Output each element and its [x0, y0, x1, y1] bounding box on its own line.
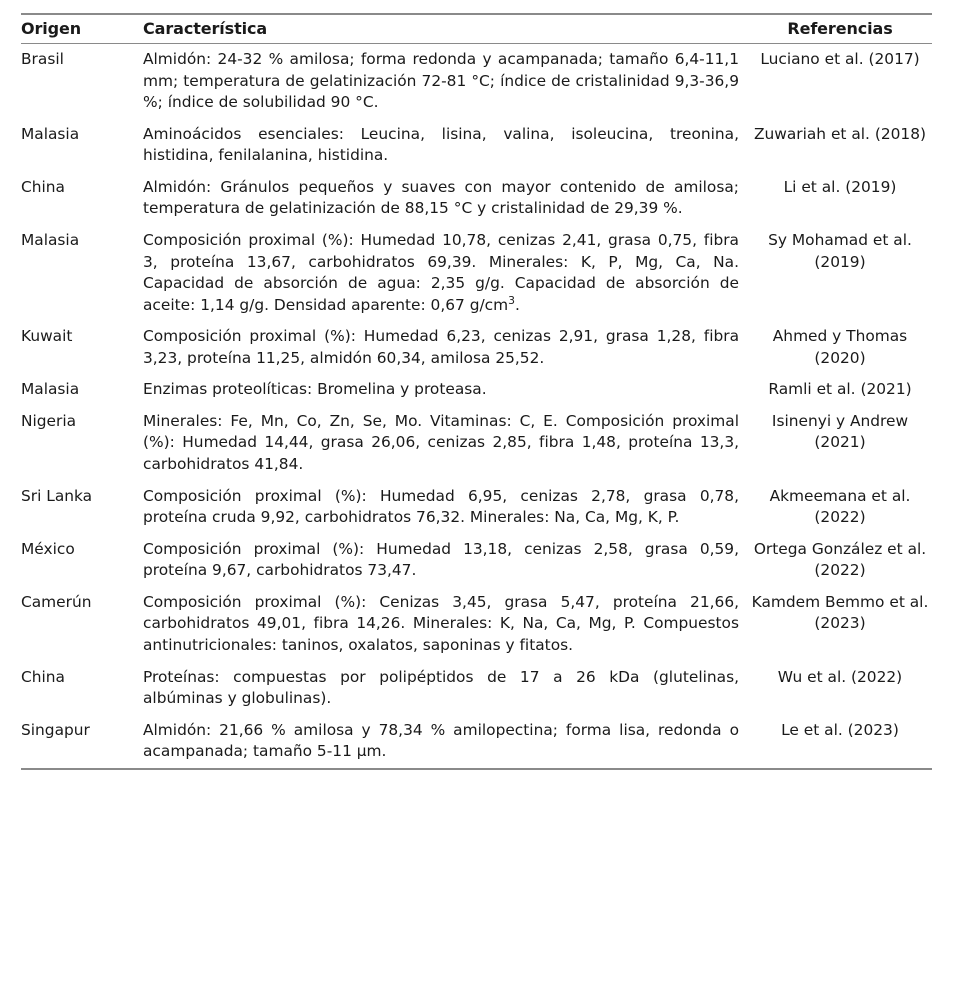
cell-origen: Sri Lanka: [21, 486, 93, 505]
cell-referencias: Luciano et al. (2017): [760, 50, 920, 68]
table-header-row: [21, 14, 932, 44]
cell-referencias: Ramli et al. (2021): [768, 380, 912, 399]
cell-referencias: Akmeemana et al. (2022): [769, 486, 911, 527]
cell-origen: Malasia: [21, 380, 80, 399]
cell-caracteristica: Almidón: 24-32 % amilosa; forma redonda y acampanada; tamaño 6,4-11,1 mm; temperatura de gelatinización 72-81 °C; índice de cristalinidad 9,3-36,9 %; índice de solubilidad 90 °C.: [143, 50, 739, 112]
table-row: [21, 225, 932, 321]
cell-referencias: Wu et al. (2022): [777, 667, 903, 686]
table-row: [21, 481, 932, 534]
cell-caracteristica: Enzimas proteolíticas: Bromelina y proteasa.: [143, 380, 487, 399]
cell-origen: Malasia: [21, 124, 80, 143]
cell-origen: Kuwait: [21, 327, 73, 346]
column-header-caracteristica: Característica: [143, 19, 268, 38]
table-body: [21, 44, 932, 769]
cell-referencias: Ahmed y Thomas (2020): [772, 327, 908, 367]
cell-origen: Brasil: [21, 50, 64, 68]
cell-origen: México: [21, 539, 75, 558]
table-row: [21, 715, 932, 769]
cell-referencias: Zuwariah et al. (2018): [753, 124, 927, 143]
table-row: [21, 172, 932, 225]
cell-origen: China: [21, 177, 65, 196]
characteristics-table: [21, 13, 932, 770]
cell-caracteristica: Minerales: Fe, Mn, Co, Zn, Se, Mo. Vitaminas: C, E. Composición proximal (%): Humedad 14,44, grasa 26,06, cenizas 2,85, fibra 1,48, proteína 13,3, carbohidratos 41,84.: [143, 411, 739, 473]
table-row: [21, 534, 932, 587]
cell-origen: Camerún: [21, 592, 92, 611]
cell-referencias: Le et al. (2023): [781, 720, 899, 739]
table-header: [21, 14, 932, 44]
table-row: [21, 587, 932, 662]
cell-caracteristica: Almidón: Gránulos pequeños y suaves con mayor contenido de amilosa; temperatura de gelatinización de 88,15 °C y cristalinidad de 29,39 %.: [143, 177, 739, 218]
cell-caracteristica: Composición proximal (%): Cenizas 3,45, grasa 5,47, proteína 21,66, carbohidratos 49,01, fibra 14,26. Minerales: K, Na, Ca, Mg, P. Compuestos antinutricionales: taninos, oxalatos, saponinas y fitatos.: [143, 592, 739, 654]
cell-caracteristica: Proteínas: compuestas por polipéptidos de 17 a 26 kDa (glutelinas, albúminas y globulinas).: [143, 667, 739, 708]
cell-caracteristica: Almidón: 21,66 % amilosa y 78,34 % amilopectina; forma lisa, redonda o acampanada; tamaño 5-11 µm.: [143, 720, 739, 761]
cell-caracteristica: Composición proximal (%): Humedad 10,78, cenizas 2,41, grasa 0,75, fibra 3, proteína 13,67, carbohidratos 69,39. Minerales: K, P, Mg, Ca, Na. Capacidad de absorción de agua: 2,35 g/g. Capacidad de absorción de aceite: 1,14 g/g. Densidad aparente: 0,67 $g/cm^3$.: [143, 230, 739, 314]
cell-origen: China: [21, 667, 65, 686]
table-row: [21, 119, 932, 172]
cell-referencias: Isinenyi y Andrew (2021): [771, 411, 909, 452]
table-row: [21, 374, 932, 406]
cell-caracteristica: Aminoácidos esenciales: Leucina, lisina, valina, isoleucina, treonina, histidina, fenilalanina, histidina.: [143, 124, 739, 165]
cell-caracteristica: Composición proximal (%): Humedad 6,95, cenizas 2,78, grasa 0,78, proteína cruda 9,92, carbohidratos 76,32. Minerales: Na, Ca, Mg, K, P.: [143, 486, 739, 527]
column-header-origen: Origen: [21, 19, 82, 38]
cell-referencias: Li et al. (2019): [783, 177, 897, 196]
table-row: [21, 662, 932, 715]
cell-referencias: Sy Mohamad et al. (2019): [768, 230, 912, 271]
cell-origen: Nigeria: [21, 411, 77, 430]
cell-caracteristica: Composición proximal (%): Humedad 13,18, cenizas 2,58, grasa 0,59, proteína 9,67, carbohidratos 73,47.: [143, 539, 739, 580]
table-row: [21, 44, 932, 119]
cell-referencias: Kamdem Bemmo et al. (2023): [751, 592, 929, 633]
table-row: [21, 406, 932, 481]
table-row: [21, 321, 932, 374]
cell-origen: Singapur: [21, 720, 90, 739]
cell-origen: Malasia: [21, 230, 80, 249]
cell-referencias: Ortega González et al. (2022): [753, 539, 927, 580]
cell-caracteristica: Composición proximal (%): Humedad 6,23, cenizas 2,91, grasa 1,28, fibra 3,23, proteína 11,25, almidón 60,34, amilosa 25,52.: [143, 327, 739, 367]
column-header-referencias: Referencias: [787, 19, 893, 38]
